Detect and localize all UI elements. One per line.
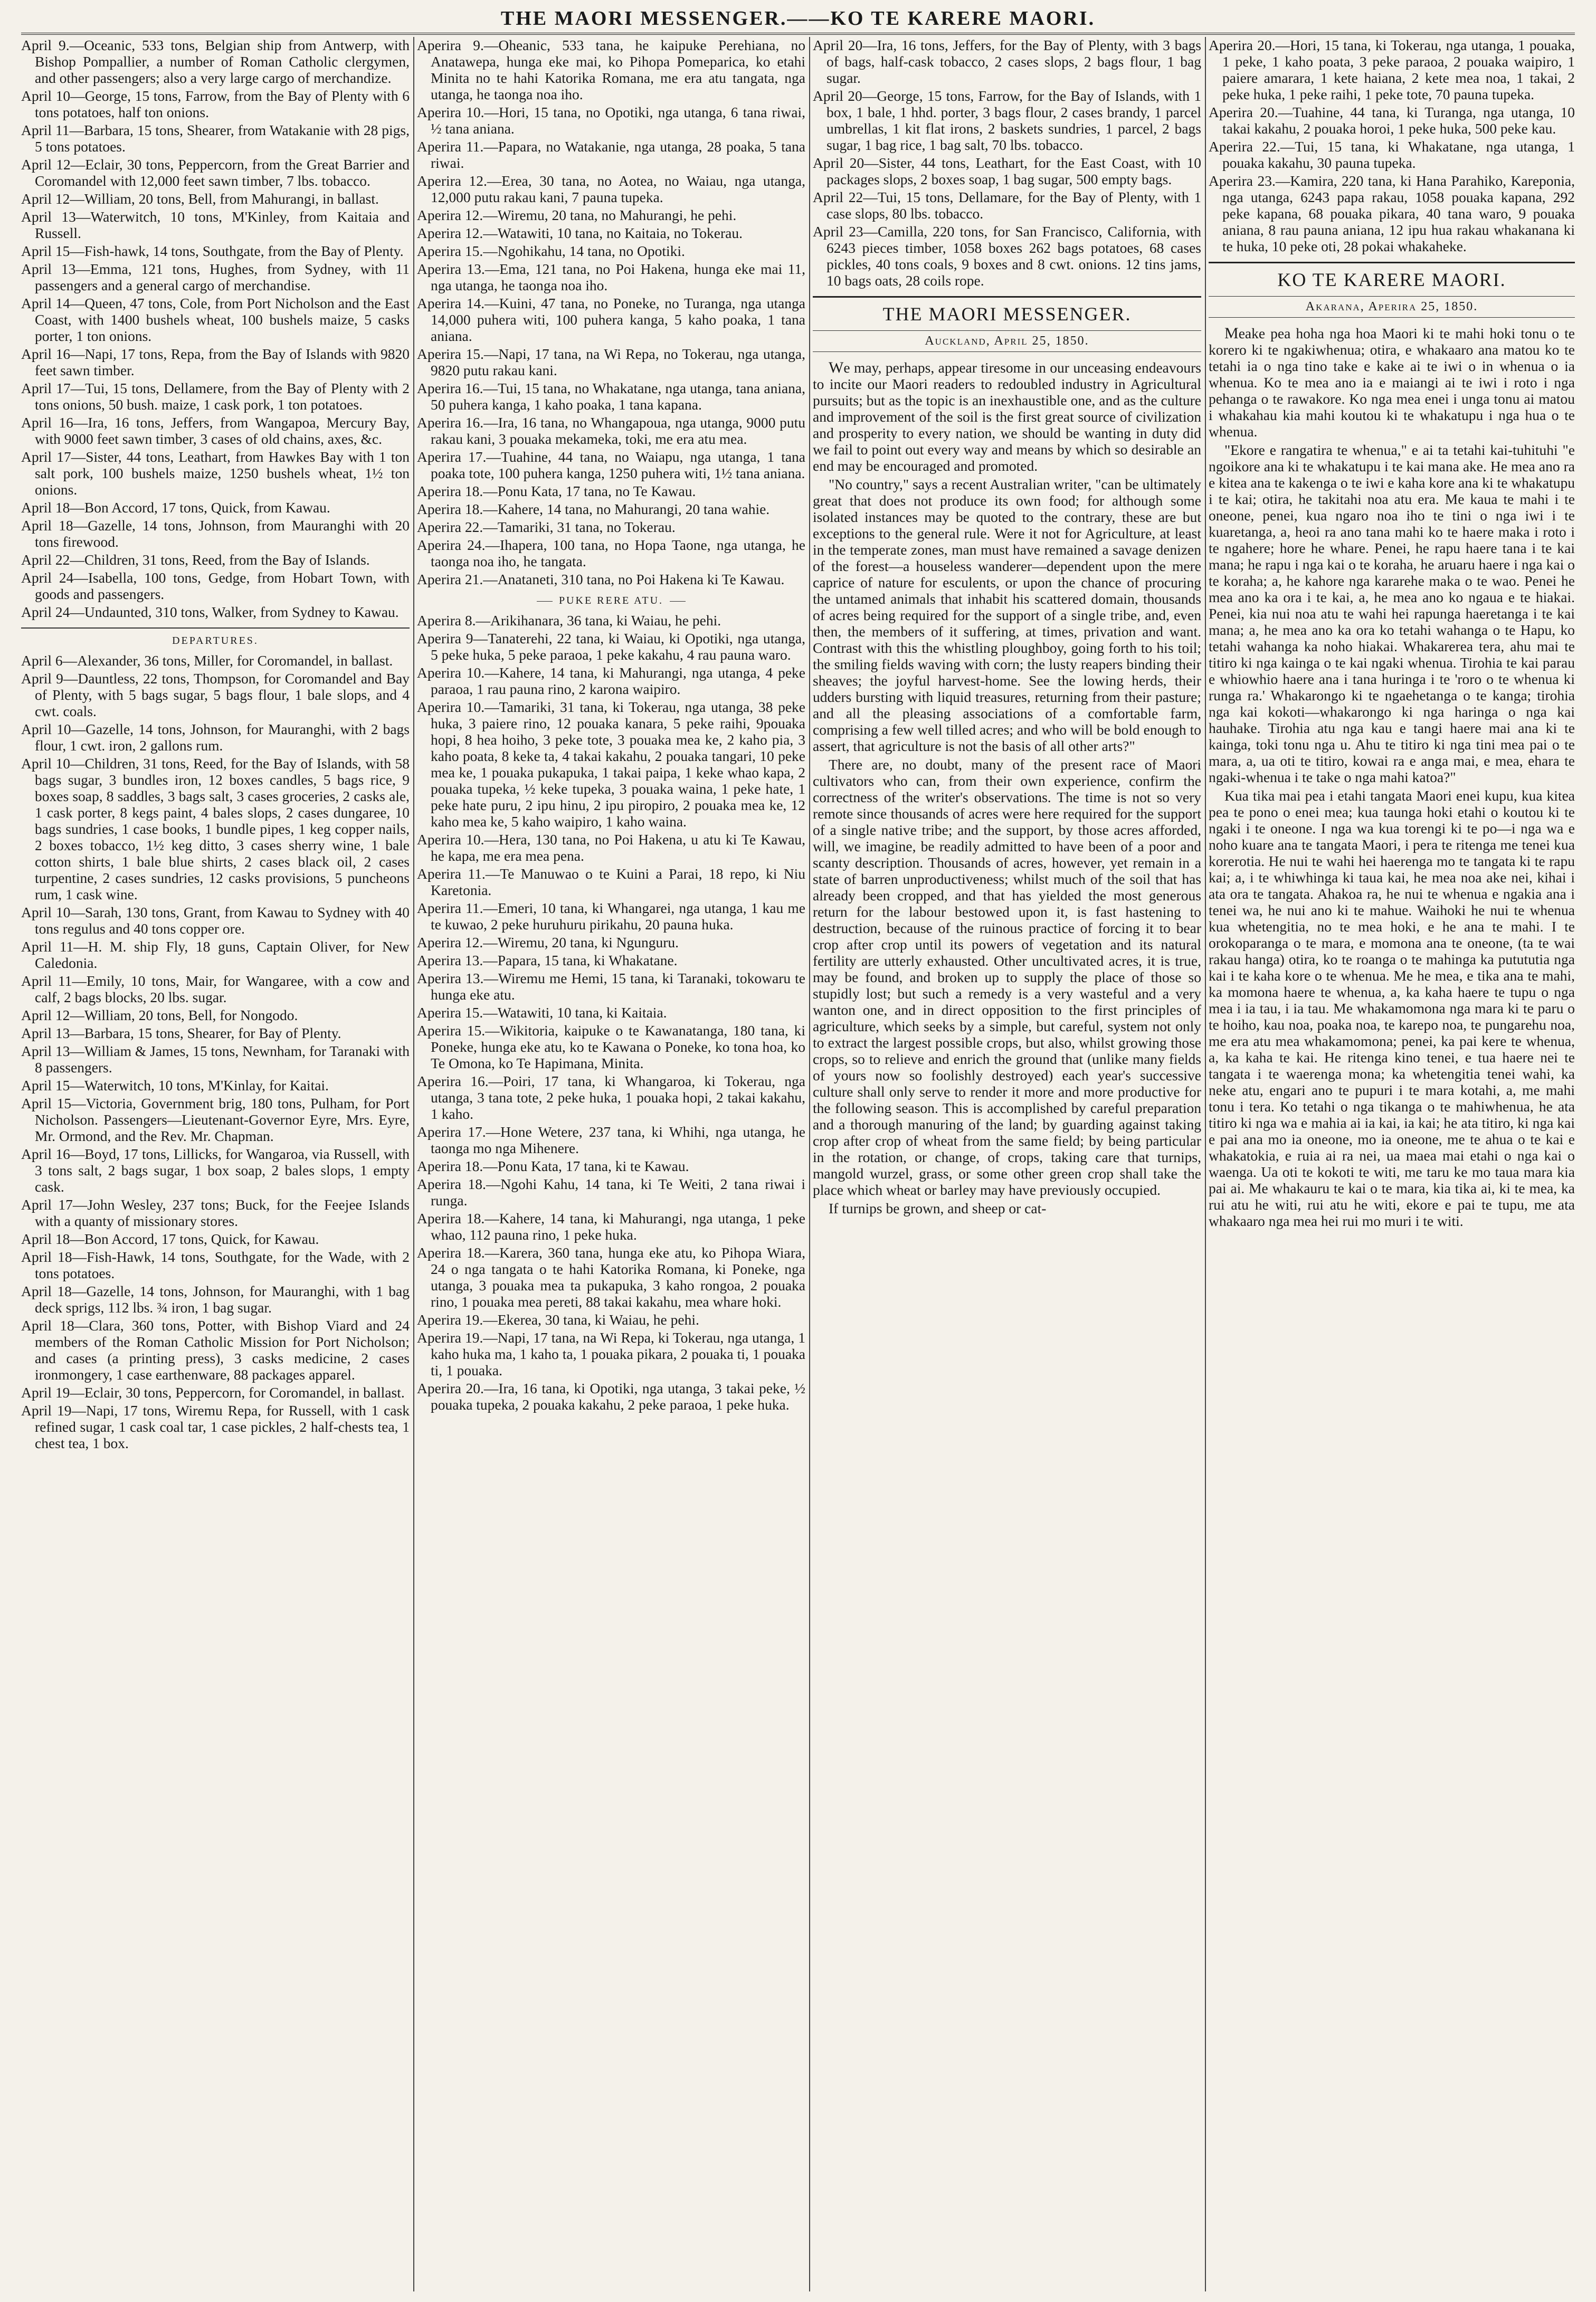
arrivals-list <box>417 37 805 587</box>
shipping-entry: April 16—Napi, 17 tons, Repa, from the Bay of Islands with 9820 feet sawn timber. <box>21 346 410 378</box>
departures-list <box>21 652 410 1451</box>
shipping-entry: Aperira 11.—Te Manuwao o te Kuini a Parai, 18 repo, ki Niu Karetonia. <box>417 865 805 898</box>
shipping-entry: April 13—Barbara, 15 tons, Shearer, for Bay of Plenty. <box>21 1025 341 1041</box>
shipping-entry: April 12—William, 20 tons, Bell, for Nongodo. <box>21 1007 298 1023</box>
editorial-paragraph: Meake pea hoha nga hoa Maori ki te mahi hoki tonu o te korero ki te ngakiwhenua; otira, e whakaaro ana matou ko te tetahi ia o nga tino take e kake ai te iwi o in whenua o ia whenua. Ko te mea ano ia e maiangi ai te iwi i roto i nga pehanga o te rawakore. Ko nga mea enei i unga tonu ai matou i whakahau kia mahi koutou ki te whakatupu i nga hua o te whenua. <box>1209 325 1575 440</box>
shipping-entry: April 15—Fish-hawk, 14 tons, Southgate, from the Bay of Plenty. <box>21 243 404 259</box>
shipping-entry: April 20—George, 15 tons, Farrow, for the Bay of Islands, with 1 box, 1 bale, 1 hhd. porter, 3 bags flour, 2 cases brandy, 1 parcel umbrellas, 1 kit flat irons, 2 baskets sundries, 1 parcel, 2 bags sugar, 1 bag rice, 1 bag salt, 70 lbs. tobacco. <box>813 88 1201 153</box>
shipping-entry: Aperira 18.—Karera, 360 tana, hunga eke atu, ko Pihopa Wiara, 24 o nga tangata o te hahi Katorika Romana, ki Poneke, nga utanga, 3 pouaka mea ta pukapuka, 3 kaho rongoa, 2 pouaka rino, 1 pouaka mea pereti, 88 takai kakahu, mea whare hoki. <box>417 1244 805 1310</box>
editorial-paragraph: "Ekore e rangatira te whenua," e ai ta tetahi kai-tuhituhi "e ngoikore ana ki te whakatupu i te kai mana ake. He mea ano ra e kitea ana te kakenga o te iwi e kaha kore ana ki te whakatupu i te kai; otira, he takitahi noa atu era. Me kaua te mahi i te oneone, penei, kua ngaro noa iho te tini o nga iwi i te kuaretanga, a, heoi ra ano tana mahi ko te haere maka i roto i te ngahere; hore he whare. Penei, he rapu haere tana i te kai mana; he rapu i nga kai o te koraha, he aruaru haere i nga kai o te koraha; a, he kahore nga kararehe maka o te wao. Penei he mea ano ka ora i te kai, a, he mea ano ko ngaua e te hiakai. Penei, kia nui noa atu te wahi hei rapunga haeretanga i te kai mana; a, he mea ano ka ora ko tetahi wahanga o te Hapu, ko tetahi wahanga ka noho hiakai. Whakarerea tera, ahu mai te titiro ki nga kainga o te kai ngaki whenua. Tirohia te kai parau e whiowhio haere ana i tana huringa i te 'roro o te whenua ki runga ra.' Whakarongo ki te ngaehetanga o te kanga; tirohia nga kai kokoti—whakarongo ki nga haringa o nga kai hauhake. Tirohia atu nga kau e tangi haere mai ana ki te kainga, toki tonu nga u. Ahu te titiro ki nga tini mea pai o te mara, a, ua oti te titiro, kowai ra e anga mai, e mea, ehara te ngaki-whenua i te take o nga mahi katoa?" <box>1209 442 1575 785</box>
editorial-paragraph: If turnips be grown, and sheep or cat- <box>829 1200 1047 1216</box>
shipping-entry: Aperira 16.—Ira, 16 tana, no Whangapoua, nga utanga, 9000 putu rakau kani, 3 pouaka mekameka, toki, me era atu mea. <box>417 414 805 447</box>
shipping-entry: Aperira 12.—Wiremu, 20 tana, no Mahurangi, he pehi. <box>417 207 737 223</box>
shipping-entry: Aperira 23.—Kamira, 220 tana, ki Hana Parahiko, Kareponia, nga utanga, 6243 papa rakau, 1058 pouaka kapana, 292 peke kapana, 68 pouaka pikara, 40 tana waro, 9 pouaka aniana, 8 rau pauna aniana, 12 ipu hua rakau whakanana ki te huka, 10 peke oti, 28 pokai whakaheke. <box>1209 173 1575 254</box>
shipping-entry: April 22—Tui, 15 tons, Dellamare, for the Bay of Plenty, with 1 case slops, 80 lbs. tobacco. <box>813 189 1201 222</box>
shipping-entry: April 13—William & James, 15 tons, Newnham, for Taranaki with 8 passengers. <box>21 1043 410 1076</box>
masthead: THE MAORI MESSENGER.——KO TE KARERE MAORI. <box>21 7 1575 35</box>
shipping-entry: April 22—Children, 31 tons, Reed, from the Bay of Islands. <box>21 551 370 568</box>
shipping-entry: Aperira 22.—Tui, 15 tana, ki Whakatane, nga utanga, 1 pouaka kakahu, 30 pauna tupeka. <box>1209 138 1575 171</box>
shipping-entry: Aperira 8.—Arikihanara, 36 tana, ki Waiau, he pehi. <box>417 612 721 629</box>
editorial-paragraph: Kua tika mai pea i etahi tangata Maori enei kupu, kua kitea pea te pono o enei mea; kua taunga hoki etahi o koutou ki te ngaki i te oneone. I nga wa kua torengi ki te po—i nga wa e noho kuare ana te tangata Maori, i pera te ritenga me tenei kua korerotia. He nui te wahi hei haerenga mo te tangata ki te rapu kai; a, i te whiwhinga ki taua kai, he mea noa ake nei, kihai i ata ora te tangata. Ahakoa ra, he nui te whenua e ngakia ana i tenei wa, he nui ano ki te mahue. Waihoki he nui te whenua kua whetengitia, no te mea hoki, e he ana te mahi. I te orokoparanga o te mara, e momona ana te oneone, (ta te wai rakau hanga) otira, ko te roanga o te mahinga ka putututia nga kai i te kaha kore o te whenua. Me he mea, e tika ana te mahi, ka momona haere te whenua, a, ka kaha haere te tupu o nga mea i ia tau, i ia tau. Me whakamomona nga mara ki te paru o te hoiho, kau noa, poaka noa, te karepo noa, te pungarehu noa, me era atu mea whakamomona; penei, ka pai kere te whenua, a, ka kaha te kai. He ritenga kino tenei, e tua haere nei te tangata i te waerenga mona; ka whetengitia tenei wahi, ka neke atu, engari ano te pupuri i te mara kotahi, a, me mahi tonu i tera. Ko tetahi o nga tikanga o te mahiwhenua, he ata titiro ki nga wa e mahia ai ia kai, ia kai; he ata titiro, ki nga kai e pai ana mo ia oneone, mo ia oneone, me te ahua o te kai e whakatokia, e ruia ai ra nei, ua maea mai etahi o nga kai o waenga. Ua oti te kokoti te witi, me taru ke mo taua mara kia pai ai. Me whakauru te kai o te mara, kia tika ai, ki te mea, ka rui atu he witi, rui atu he witi, ekore e pai te tupu, me ata whakaaro nga mea hei rui mo muri i te witi. <box>1209 787 1575 1229</box>
shipping-entry: April 11—Barbara, 15 tons, Shearer, from Watakanie with 28 pigs, 5 tons potatoes. <box>21 122 410 155</box>
shipping-entry: April 11—H. M. ship Fly, 18 guns, Captain Oliver, for New Caledonia. <box>21 938 410 971</box>
editorial-paragraph: There are, no doubt, many of the present race of Maori cultivators who can, from their own experience, confirm the correctness of the writer's observations. The time is not so very remote since thousands of acres were here required for the support of a single native tribe; and the support, by those acres afforded, will, we imagine, be readily admitted to have been of a poor and scanty description. Thousands of acres, however, yet remain in a state of barren unproductiveness; whilst much of the soil that has already been cropped, and that has yielded the most generous return for the labour bestowed upon it, is fast hastening to destruction, because of the ruinous practice of forcing it to bear crop after crop until its powers of vegetation and its natural fertility are utterly exhausted. Other uncultivated acres, it is true, may be found, and broken up to supply the place of those so stupidly lost; but such a remedy is a very wasteful and a very wanton one, and in direct opposition to the first principles of agriculture, which seeks by a simple, but careful, system not only to extract the largest possible crops, but also, whilst growing those crops, so to relieve and enrich the ground that (unlike many fields of yours now so foolishly destroyed) each year's successive culture shall only serve to render it more and more productive for the following season. This is accomplished by careful preparation and a thorough manuring of the land; by guarding against taking crop after crop of wheat from the same field; by being particular in the rotation, or change, of crops, taking care that turnips, mangold wurzel, grass, or some other green crop shall take the place which wheat or barley may have previously occupied. <box>813 756 1201 1198</box>
column-maori-shipping <box>417 37 805 2291</box>
shipping-entry: Aperira 11.—Emeri, 10 tana, ki Whangarei, nga utanga, 1 kau me te kuwao, 2 peke huruhuru pirikahu, 20 pauna huka. <box>417 900 805 933</box>
column-rule <box>809 37 810 2291</box>
shipping-entry: Aperira 19.—Ekerea, 30 tana, ki Waiau, he pehi. <box>417 1311 699 1328</box>
shipping-entry: Aperira 20.—Hori, 15 tana, ki Tokerau, nga utanga, 1 pouaka, 1 peke, 1 kaho poata, 3 peke paraoa, 2 pouaka waipiro, 1 paiere amarara, 1 kete haiana, 2 kete mea noa, 1 takai, 2 peke huka, 1 peke raihi, 1 peke tote, 70 pauna tupeka. <box>1209 37 1575 102</box>
editorial-paragraph: We may, perhaps, appear tiresome in our unceasing endeavours to incite our Maori readers to redoubled industry in Agricultural pursuits; but as the topic is an inexhaustible one, and as the culture and improvement of the soil is the first great source of civilization and prosperity to every nation, we should be wanting in duty did we fail to point out every way and means by which so desirable an end may be encouraged and promoted. <box>813 359 1201 474</box>
shipping-entry: April 15—Victoria, Government brig, 180 tons, Pulham, for Port Nicholson. Passengers—Lieutenant-Governor Eyre, Mrs. Eyre, Mr. Ormond, and the Rev. Mr. Chapman. <box>21 1095 410 1144</box>
shipping-entry: April 18—Clara, 360 tons, Potter, with Bishop Viard and 24 members of the Roman Catholic Mission for Port Nicholson; and cases (a printing press), 3 casks medicine, 2 cases ironmongery, 1 case earthenware, 88 packages apparel. <box>21 1317 410 1383</box>
departures-continued-list <box>813 37 1201 289</box>
shipping-entry: April 18—Bon Accord, 17 tons, Quick, from Kawau. <box>21 499 330 516</box>
shipping-entry: Aperira 9—Tanaterehi, 22 tana, ki Waiau, ki Opotiki, nga utanga, 5 peke huka, 5 peke paraoa, 1 peke kakahu, 4 rau pauna waro. <box>417 630 805 663</box>
shipping-entry: April 19—Napi, 17 tons, Wiremu Repa, for Russell, with 1 cask refined sugar, 1 cask coal tar, 1 case pickles, 2 half-chests tea, 1 chest tea, 1 box. <box>21 1402 410 1451</box>
shipping-entry: Aperira 13.—Papara, 15 tana, ki Whakatane. <box>417 952 678 968</box>
editorial-body <box>813 359 1201 1216</box>
dateline: Akarana, Aperira 25, 1850. <box>1209 296 1575 318</box>
shipping-entry: Aperira 12.—Erea, 30 tana, no Aotea, no Waiau, nga utanga, 12,000 putu rakau kani, 7 pauna tupeka. <box>417 173 805 205</box>
shipping-entry: April 13—Emma, 121 tons, Hughes, from Sydney, with 11 passengers and a general cargo of merchandise. <box>21 261 410 293</box>
shipping-entry: April 10—Children, 31 tons, Reed, for the Bay of Islands, with 58 bags sugar, 3 bundles iron, 12 boxes candles, 5 bags rice, 9 boxes soap, 8 saddles, 3 bags salt, 3 cases groceries, 2 casks ale, 1 cask porter, 8 kegs paint, 4 bales slops, 2 cases dungaree, 10 bags sundries, 1 case books, 1 bundle pipes, 1 keg copper nails, 2 boxes tobacco, 1½ keg ditto, 3 cases sherry wine, 1 bale cotton shirts, 1 bale blue shirts, 2 cases black oil, 2 cases turpentine, 2 cases sundries, 12 casks provisions, 5 puncheons rum, 1 cask wine. <box>21 755 410 902</box>
shipping-entry: Aperira 15.—Watawiti, 10 tana, ki Kaitaia. <box>417 1004 667 1021</box>
shipping-entry: April 16—Boyd, 17 tons, Lillicks, for Wangaroa, via Russell, with 3 tons salt, 2 bags sugar, 1 box soap, 2 bales slops, 1 empty cask. <box>21 1146 410 1195</box>
shipping-entry: Aperira 13.—Wiremu me Hemi, 15 tana, ki Taranaki, tokowaru te hunga eke atu. <box>417 970 805 1003</box>
shipping-entry: Aperira 10.—Kahere, 14 tana, ki Mahurangi, nga utanga, 4 peke paraoa, 1 rau pauna rino, 2 karona waipiro. <box>417 664 805 697</box>
shipping-entry: Aperira 12.—Watawiti, 10 tana, no Kaitaia, no Tokerau. <box>417 225 743 241</box>
shipping-entry: Aperira 10.—Hera, 130 tana, no Poi Hakena, u atu ki Te Kawau, he kapa, me era mea pena. <box>417 831 805 864</box>
shipping-entry: Aperira 19.—Napi, 17 tana, na Wi Repa, ki Tokerau, nga utanga, 1 kaho huka ma, 1 kaho ta, 1 pouaka pikara, 2 pouaka ti, 1 pouaka ti, 1 pouaka. <box>417 1329 805 1378</box>
shipping-entry: April 18—Bon Accord, 17 tons, Quick, for Kawau. <box>21 1231 319 1247</box>
departures-heading: PUKE RERE ATU. <box>417 595 805 607</box>
shipping-entry: Aperira 22.—Tamariki, 31 tana, no Tokerau. <box>417 519 676 535</box>
shipping-entry: Aperira 10.—Hori, 15 tana, no Opotiki, nga utanga, 6 tana riwai, ½ tana aniana. <box>417 104 805 137</box>
shipping-entry: April 23—Camilla, 220 tons, for San Francisco, California, with 6243 pieces timber, 1058 boxes 262 bags potatoes, 68 cases pickles, 40 tons coals, 9 boxes and 8 cwt. onions. 12 tins jams, 10 bags oats, 28 coils rope. <box>813 223 1201 289</box>
shipping-entry: Aperira 16.—Poiri, 17 tana, ki Whangaroa, ki Tokerau, nga utanga, 3 tana tote, 2 peke huka, 1 pouaka hopi, 2 takai kakahu, 1 kaho. <box>417 1073 805 1122</box>
shipping-entry: April 17—Sister, 44 tons, Leathart, from Hawkes Bay with 1 ton salt pork, 100 bushels maize, 1250 bushels wheat, 1½ ton onions. <box>21 449 410 498</box>
shipping-entry: Aperira 12.—Wiremu, 20 tana, ki Ngunguru. <box>417 934 679 950</box>
departures-heading: DEPARTURES. <box>21 627 410 647</box>
editorial-body <box>1209 325 1575 1229</box>
column-maori-editorial <box>1209 37 1575 2291</box>
shipping-entry: Aperira 21.—Anataneti, 310 tana, no Poi Hakena ki Te Kawau. <box>417 571 785 587</box>
shipping-entry: April 20—Sister, 44 tons, Leathart, for the East Coast, with 10 packages slops, 2 boxes soap, 1 bag sugar, 500 empty bags. <box>813 155 1201 187</box>
shipping-entry: April 24—Isabella, 100 tons, Gedge, from Hobart Town, with goods and passengers. <box>21 569 410 602</box>
shipping-entry: April 17—Tui, 15 tons, Dellamere, from the Bay of Plenty with 2 tons onions, 50 bush. maize, 1 cask pork, 1 ton potatoes. <box>21 380 410 413</box>
shipping-entry: Aperira 15.—Ngohikahu, 14 tana, no Opotiki. <box>417 243 685 259</box>
shipping-entry: April 16—Ira, 16 tons, Jeffers, from Wangapoa, Mercury Bay, with 9000 feet sawn timber, 3 cases of old chains, axes, &c. <box>21 414 410 447</box>
shipping-entry: April 18—Fish-Hawk, 14 tons, Southgate, for the Wade, with 2 tons potatoes. <box>21 1249 410 1281</box>
shipping-entry: April 18—Gazelle, 14 tons, Johnson, for Mauranghi, with 1 bag deck sprigs, 112 lbs. ¾ iron, 1 bag sugar. <box>21 1283 410 1316</box>
column-rule <box>1205 37 1206 2291</box>
shipping-entry: Aperira 10.—Tamariki, 31 tana, ki Tokerau, nga utanga, 38 peke huka, 3 paiere rino, 12 pouaka kanara, 5 peke raihi, 9pouaka hopi, 8 hea hoiho, 3 peke tote, 3 pouaka mea ke, 2 kaho pia, 3 kaho poata, 8 keke ta, 4 takai kakahu, 2 pouaka tangari, 10 peke mea ke, 1 pouaka pukapuka, 1 takai paipa, 1 keke whao kapa, 2 pouaka tupeka, ½ keke tupeka, 3 pouaka waina, 1 peke hate, 1 peke hate puru, 2 ipu hinu, 2 ipu piropiro, 2 pouaka mea ke, 12 kaho mea ke, 5 kaho waipiro, 1 kaho waina. <box>417 699 805 830</box>
arrivals-list <box>21 37 410 620</box>
shipping-entry: Aperira 24.—Ihapera, 100 tana, no Hopa Taone, nga utanga, he taonga noa iho, he tangata. <box>417 537 805 569</box>
paper-title: THE MAORI MESSENGER. <box>813 296 1201 325</box>
shipping-entry: April 6—Alexander, 36 tons, Miller, for Coromandel, in ballast. <box>21 652 393 669</box>
shipping-entry: Aperira 15.—Napi, 17 tana, na Wi Repa, no Tokerau, nga utanga, 9820 putu rakau kani. <box>417 346 805 378</box>
shipping-entry: Aperira 18.—Ponu Kata, 17 tana, ki te Kawau. <box>417 1158 689 1174</box>
shipping-entry: April 12—William, 20 tons, Bell, from Mahurangi, in ballast. <box>21 191 379 207</box>
shipping-entry: Aperira 18.—Ponu Kata, 17 tana, no Te Kawau. <box>417 483 696 499</box>
shipping-entry: Aperira 20.—Tuahine, 44 tana, ki Turanga, nga utanga, 10 takai kakahu, 2 pouaka horoi, 1 peke huka, 500 peke kau. <box>1209 104 1575 137</box>
column-english-shipping <box>21 37 410 2291</box>
shipping-entry: April 15—Waterwitch, 10 tons, M'Kinlay, for Kaitai. <box>21 1077 329 1093</box>
dateline: Auckland, April 25, 1850. <box>813 330 1201 352</box>
shipping-entry: April 17—John Wesley, 237 tons; Buck, for the Feejee Islands with a quanty of missionary stores. <box>21 1196 410 1229</box>
shipping-entry: Aperira 18.—Kahere, 14 tana, no Mahurangi, 20 tana wahie. <box>417 501 770 517</box>
shipping-entry: April 11—Emily, 10 tons, Mair, for Wangaree, with a cow and calf, 2 bags blocks, 20 lbs. sugar. <box>21 973 410 1005</box>
shipping-entry: Aperira 11.—Papara, no Watakanie, nga utanga, 28 poaka, 5 tana riwai. <box>417 138 805 171</box>
editorial-paragraph: "No country," says a recent Australian writer, "can be ultimately great that does not produce its own food; for although some isolated instances may be quoted to the contrary, these are but exceptions to the general rule. Were it not for Agriculture, at least in the temperate zones, man must have remained a savage denizen of the forest—a houseless wanderer—dependent upon the mere caprice of nature for esculents, or upon the chance of procuring the untamed animals that inhabit his scattered domain, thousands of acres being required for the support of a single tribe, and, even then, the members of it suffering, at times, privation and want. Contrast with this the whistling ploughboy, going forth to his toil; the smiling fields waving with corn; the lusty reapers binding their sheaves; the joyful harvest-home. See the lowing herds, their udders bursting with liquid treasures, returning from their pasture; and all the pleasing associations of a comfortable farm, comprising a few well tilled acres; and who will be bold enough to assert, that agriculture is not the basis of all other arts?" <box>813 476 1201 754</box>
shipping-entry: Aperira 17.—Tuahine, 44 tana, no Waiapu, nga utanga, 1 tana poaka tote, 100 puhera kanga, 1250 puhera witi, 1½ tana aniana. <box>417 449 805 481</box>
shipping-entry: Aperira 18.—Ngohi Kahu, 14 tana, ki Te Weiti, 2 tana riwai i runga. <box>417 1176 805 1209</box>
shipping-entry: Aperira 20.—Ira, 16 tana, ki Opotiki, nga utanga, 3 takai peke, ½ pouaka tupeka, 2 pouaka kakahu, 2 peke paraoa, 1 peke huka. <box>417 1380 805 1413</box>
column-rule <box>413 37 414 2291</box>
shipping-entry: Aperira 14.—Kuini, 47 tana, no Poneke, no Turanga, nga utanga 14,000 puhera witi, 100 puhera kanga, 5 kaho poaka, 1 tana aniana. <box>417 295 805 344</box>
departures-list <box>417 612 805 1413</box>
paper-title: KO TE KARERE MAORI. <box>1209 262 1575 291</box>
shipping-entry: Aperira 18.—Kahere, 14 tana, ki Mahurangi, nga utanga, 1 peke whao, 112 pauna rino, 1 peke huka. <box>417 1210 805 1243</box>
shipping-entry: April 9—Dauntless, 22 tons, Thompson, for Coromandel and Bay of Plenty, with 5 bags sugar, 5 bags flour, 1 bale slops, and 4 cwt. coals. <box>21 670 410 719</box>
shipping-entry: April 9.—Oceanic, 533 tons, Belgian ship from Antwerp, with Bishop Pompallier, a number of Roman Catholic clergymen, and other passengers; also a very large cargo of merchandize. <box>21 37 410 86</box>
shipping-entry: Aperira 16.—Tui, 15 tana, no Whakatane, nga utanga, tana aniana, 50 puhera kanga, 1 kaho poaka, 1 tana kapana. <box>417 380 805 413</box>
shipping-entry: April 24—Undaunted, 310 tons, Walker, from Sydney to Kawau. <box>21 604 399 620</box>
shipping-entry: April 20—Ira, 16 tons, Jeffers, for the Bay of Plenty, with 3 bags of bags, half-cask tobacco, 2 cases slops, 2 bags flour, 1 bag sugar. <box>813 37 1201 86</box>
shipping-entry: Aperira 15.—Wikitoria, kaipuke o te Kawanatanga, 180 tana, ki Poneke, hunga eke atu, ko te Kawana o Poneke, ko tona hoa, ko Te Omona, ko Te Hapimana, Minita. <box>417 1022 805 1071</box>
shipping-entry: Aperira 9.—Oheanic, 533 tana, he kaipuke Perehiana, no Anatawepa, hunga eke mai, ko Pihopa Pomeparica, ko etahi Minita no te hahi Katorika Romana, me era atu tangata, nga utanga, he taonga noa iho. <box>417 37 805 102</box>
shipping-entry: April 10—Gazelle, 14 tons, Johnson, for Mauranghi, with 2 bags flour, 1 cwt. iron, 2 gallons rum. <box>21 721 410 754</box>
shipping-entry: April 13—Waterwitch, 10 tons, M'Kinley, from Kaitaia and Russell. <box>21 208 410 241</box>
columns <box>21 37 1575 2291</box>
shipping-entry: Aperira 13.—Ema, 121 tana, no Poi Hakena, hunga eke mai 11, nga utanga, he taonga noa iho. <box>417 261 805 293</box>
shipping-entry: Aperira 17.—Hone Wetere, 237 tana, ki Whihi, nga utanga, he taonga mo nga Mihenere. <box>417 1124 805 1156</box>
shipping-entry: April 10—Sarah, 130 tons, Grant, from Kawau to Sydney with 40 tons regulus and 40 tons copper ore. <box>21 904 410 937</box>
column-english-editorial <box>813 37 1201 2291</box>
shipping-entry: April 12—Eclair, 30 tons, Peppercorn, from the Great Barrier and Coromandel with 12,000 feet sawn timber, 7 lbs. tobacco. <box>21 156 410 189</box>
shipping-entry: April 18—Gazelle, 14 tons, Johnson, from Mauranghi with 20 tons firewood. <box>21 517 410 550</box>
shipping-entry: April 10—George, 15 tons, Farrow, from the Bay of Plenty with 6 tons potatoes, half ton onions. <box>21 88 410 120</box>
shipping-entry: April 14—Queen, 47 tons, Cole, from Port Nicholson and the East Coast, with 1400 bushels wheat, 100 bushels maize, 5 casks porter, 1 ton onions. <box>21 295 410 344</box>
shipping-entry: April 19—Eclair, 30 tons, Peppercorn, for Coromandel, in ballast. <box>21 1384 405 1401</box>
departures-continued-list <box>1209 37 1575 254</box>
